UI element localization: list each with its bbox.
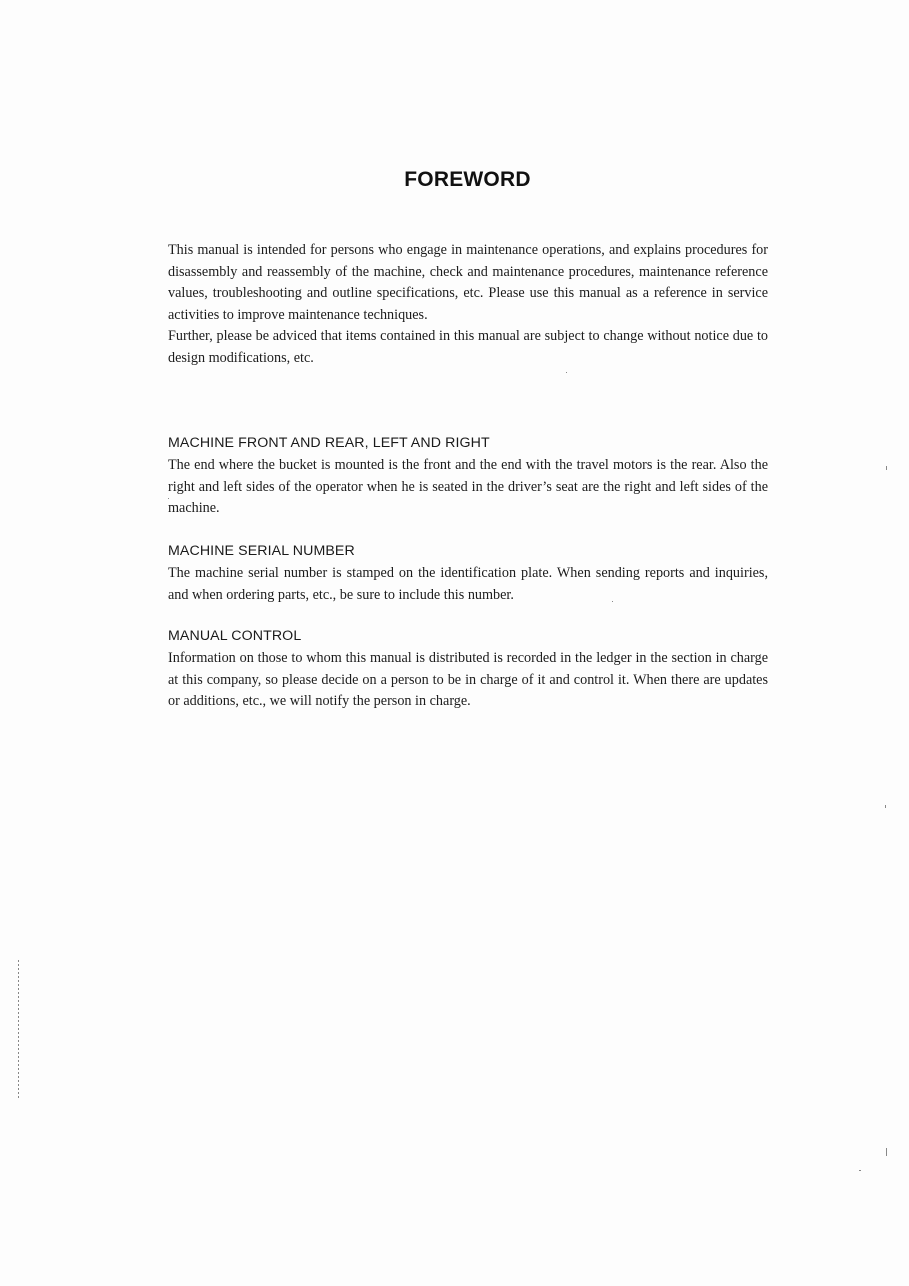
- scan-artifact-dotted-line: [18, 960, 19, 1100]
- section-heading: MACHINE SERIAL NUMBER: [168, 543, 355, 559]
- section-heading: MACHINE FRONT AND REAR, LEFT AND RIGHT: [168, 435, 490, 451]
- intro-paragraph-2: Further, please be adviced that items contained in this manual are subject to change without notice due to design modifications, etc.: [168, 328, 768, 366]
- section-text: The end where the bucket is mounted is the front and the end with the travel motors is the rear. Also the right and left sides of the operator when he is seated in the driver’s seat are the right and left sides of the machine.: [168, 457, 768, 517]
- scan-artifact: [566, 372, 567, 373]
- section-manual-control: [168, 626, 768, 713]
- intro-paragraph-1: This manual is intended for persons who engage in maintenance operations, and explains procedures for disassembly and reassembly of the machine, check and maintenance procedures, maintenance reference values, troubleshooting and outline specifications, etc. Please use this manual as a reference in service activities to improve maintenance techniques.: [168, 242, 768, 323]
- intro-block: [168, 240, 768, 370]
- scan-artifact: [886, 1148, 887, 1156]
- section-text: Information on those to whom this manual is distributed is recorded in the ledger in the section in charge at this company, so please decide on a person to be in charge of it and control it. When there are updates or additions, etc., we will notify the person in charge.: [168, 650, 768, 710]
- scan-artifact: [612, 601, 613, 602]
- section-heading: MANUAL CONTROL: [168, 628, 302, 644]
- scan-artifact: [886, 466, 887, 470]
- section-front-rear-left-right: [168, 433, 768, 520]
- page-title: FOREWORD: [404, 168, 531, 191]
- scan-artifact: [859, 1170, 861, 1171]
- scan-artifact: [168, 498, 169, 499]
- scan-artifact: [885, 805, 886, 808]
- section-serial-number: [168, 541, 768, 606]
- section-text: The machine serial number is stamped on the identification plate. When sending reports and inquiries, and when ordering parts, etc., be sure to include this number.: [168, 565, 768, 603]
